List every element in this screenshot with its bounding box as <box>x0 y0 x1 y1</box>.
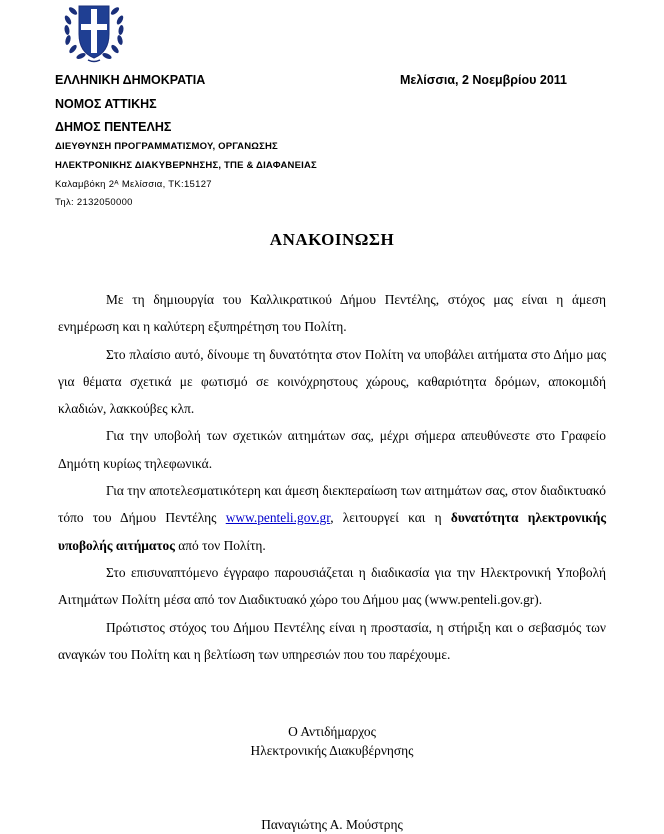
date-line: Μελίσσια, 2 Νοεμβρίου 2011 <box>400 73 567 87</box>
signatory-department: Ηλεκτρονικής Διακυβέρνησης <box>250 743 414 758</box>
address-line: Καλαμβόκη 2ᴬ Μελίσσια, ΤΚ:15127 <box>55 179 212 190</box>
paragraph-4-start: Για την αποτελεσματικότερη και άμεση διεκπεραίωση των αιτημάτων σας, στον διαδικτυακό τόπο του Δήμου Πεντέλης <box>58 483 606 526</box>
paragraph-4-end: από τον Πολίτη. <box>178 537 266 553</box>
paragraph-5: Στο επισυναπτόμενο έγγραφο παρουσιάζεται η διαδικασία για την Ηλεκτρονική Υποβολή Αιτημάτων Πολίτη μέσα από τον Διαδικτυακό χώρο του Δήμου μας (www.penteli.gov.gr). <box>58 564 606 608</box>
paragraph-2: Στο πλαίσιο αυτό, δίνουμε τη δυνατότητα στον Πολίτη να υποβάλει αιτήματα στο Δήμο μας για θέματα σχετικά με φωτισμό σε κοινόχρηστους χώρους, καθαριότητα δρόμων, αποκομιδή κλαδιών, λακκούβες κλπ. <box>58 346 606 417</box>
directorate-line-2: ΗΛΕΚΤΡΟΝΙΚΗΣ ΔΙΑΚΥΒΕΡΝΗΣΗΣ, ΤΠΕ & ΔΙΑΦΑΝΕΙΑΣ <box>55 160 317 171</box>
paragraph-4 <box>58 477 606 559</box>
announcement-body <box>58 286 606 668</box>
paragraph-3: Για την υποβολή των σχετικών αιτημάτων σας, μέχρι σήμερα απευθύνεστε στο Γραφείο Δημότη κυρίως τηλεφωνικά. <box>58 428 606 471</box>
republic-heading: ΕΛΛΗΝΙΚΗ ΔΗΜΟΚΡΑΤΙΑ <box>55 73 206 87</box>
signatory-role: Ο Αντιδήμαρχος <box>288 724 376 739</box>
prefecture-heading: ΝΟΜΟΣ ΑΤΤΙΚΗΣ <box>55 97 157 111</box>
document-title: ΑΝΑΚΟΙΝΩΣΗ <box>269 230 395 249</box>
paragraph-1: Με τη δημιουργία του Καλλικρατικού Δήμου Πεντέλης, στόχος μας είναι η άμεση ενημέρωση και η καλύτερη εξυπηρέτηση του Πολίτη. <box>58 292 606 335</box>
paragraph-4-emphasis: δυνατότητα ηλεκτρονικής υποβολής αιτήματος <box>58 510 606 553</box>
phone-line: Τηλ: 2132050000 <box>55 197 133 208</box>
paragraph-4-mid: , λειτουργεί και η <box>330 510 442 526</box>
signatory-name: Παναγιώτης Α. Μούστρης <box>261 817 403 832</box>
website-link[interactable]: www.penteli.gov.gr <box>225 510 331 526</box>
paragraph-6: Πρώτιστος στόχος του Δήμου Πεντέλης είναι η προστασία, η στήριξη και ο σεβασμός των αναγκών του Πολίτη και η βελτίωση των υπηρεσιών που του παρέχουμε. <box>58 619 606 662</box>
directorate-line-1: ΔΙΕΥΘΥΝΣΗ ΠΡΟΓΡΑΜΜΑΤΙΣΜΟΥ, ΟΡΓΑΝΩΣΗΣ <box>55 141 278 152</box>
greek-coat-of-arms-icon <box>58 0 130 64</box>
municipality-heading: ΔΗΜΟΣ ΠΕΝΤΕΛΗΣ <box>55 120 172 134</box>
